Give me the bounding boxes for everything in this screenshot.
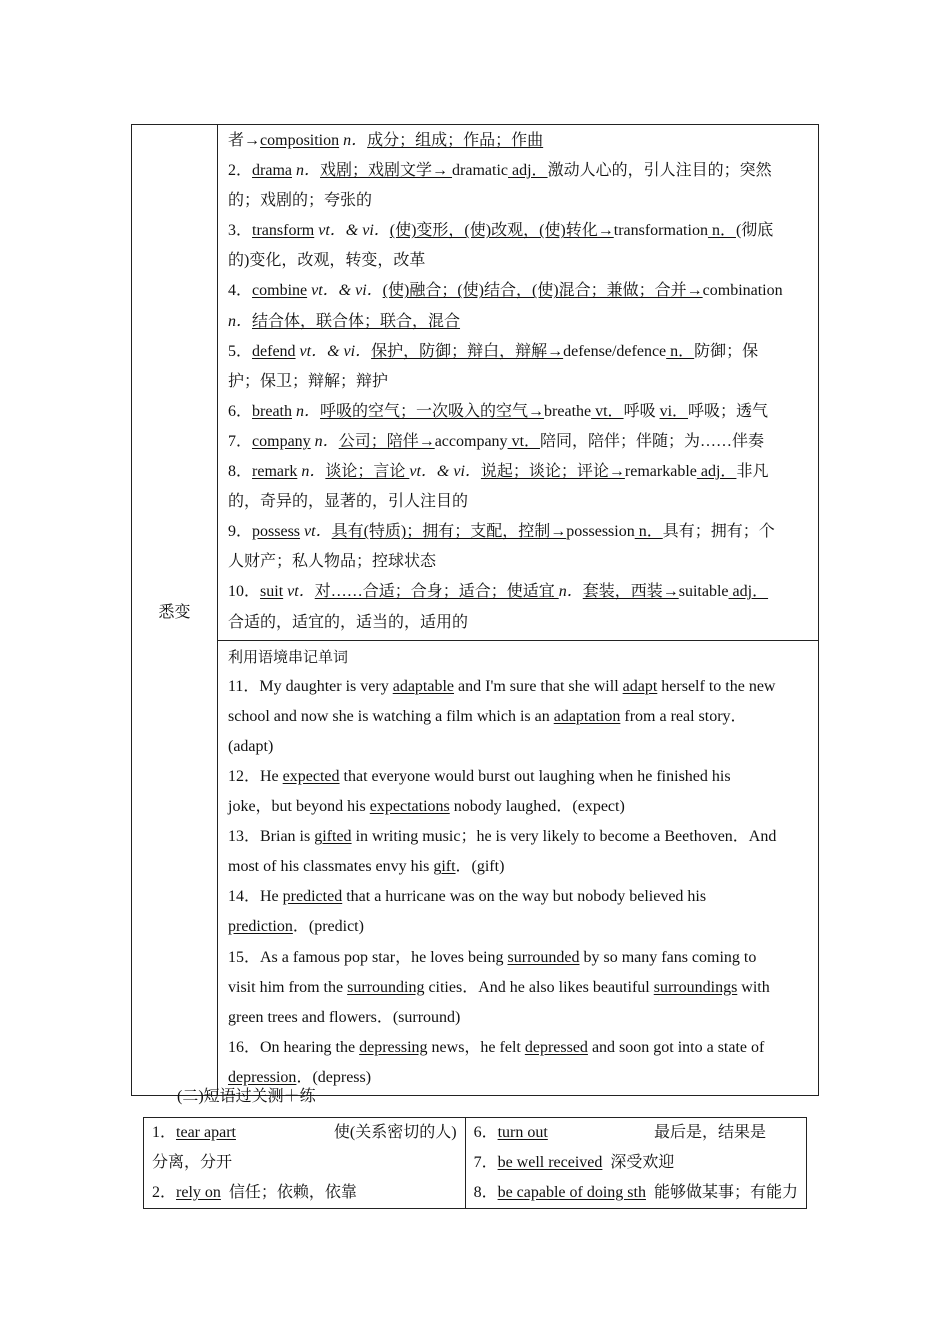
phrase-column-left <box>144 1118 466 1209</box>
text-line <box>228 487 808 517</box>
line-text: 15．As a famous pop star，he loves being <box>228 948 508 966</box>
line-text: 人财产；私人物品；控球状态 <box>228 553 437 571</box>
answer-blank: remark <box>252 463 298 481</box>
line-text: 的，奇异的，显著的，引人注目的 <box>228 493 469 511</box>
answer-blank: composition <box>260 132 340 149</box>
answer-blank: expected <box>282 767 340 785</box>
line-text: vt．& vi． <box>295 342 372 360</box>
answer-blank: prediction <box>228 918 293 936</box>
line-text: most of his classmates envy his <box>228 858 434 876</box>
line-text: ．(gift) <box>455 858 505 876</box>
line-text: 的；戏剧的；夸张的 <box>228 192 373 210</box>
answer-blank: company <box>252 432 311 450</box>
context-heading: 利用语境串记单词 <box>228 647 349 666</box>
line-text: 16．On hearing the <box>228 1038 360 1056</box>
line-text: remarkable <box>624 463 697 481</box>
table-row-context <box>132 640 819 1095</box>
text-line <box>228 186 808 216</box>
line-text: dramatic <box>452 162 508 180</box>
answer-blank: gift <box>433 858 456 876</box>
text-line <box>228 246 808 276</box>
line-text: school and now she is watching a film which is an <box>228 707 554 725</box>
text-line <box>228 216 808 246</box>
text-line <box>228 126 808 156</box>
text-line <box>228 427 808 457</box>
line-text: news，he felt <box>427 1038 525 1056</box>
line-text: n． <box>297 463 326 481</box>
text-line <box>228 702 808 732</box>
section-title: (二)短语过关测＋练 <box>177 1088 316 1105</box>
context-cell <box>218 640 819 1095</box>
answer-blank: n． <box>707 222 736 240</box>
answer-blank: 套装，西装→ <box>582 583 679 601</box>
line-text: (adapt) <box>228 737 274 755</box>
line-text: 的)变化，改观，转变，改革 <box>228 252 426 270</box>
line-text: 10． <box>228 583 261 601</box>
text-line <box>228 672 808 702</box>
list-item: 7．be well received 深受欢迎 <box>473 1154 675 1171</box>
text-line <box>228 547 808 577</box>
answer-blank: predicted <box>282 888 343 906</box>
line-text: possession <box>566 523 635 541</box>
line-text: 者→ <box>228 132 261 149</box>
text-line <box>228 852 808 882</box>
line-text: vt．& vi． <box>307 282 383 300</box>
line-text: vt． <box>300 523 332 541</box>
text-line <box>228 912 808 942</box>
answer-blank: depression <box>228 1068 297 1086</box>
line-text: joke，but beyond his <box>228 798 370 816</box>
answer-blank: adj． <box>508 162 548 180</box>
line-text: from a real story． <box>620 707 747 725</box>
list-item-continuation: 分离，分开 <box>152 1154 233 1171</box>
answer-blank: surrounded <box>507 948 580 966</box>
answer-blank: turn out <box>497 1124 548 1141</box>
answer-blank: depressed <box>524 1038 588 1056</box>
line-text: (彻底 <box>735 222 774 240</box>
line-text: and I'm sure that she will <box>454 677 623 695</box>
phrase-gloss: 最后是，结果是 <box>653 1124 766 1141</box>
line-text: 11．My daughter is very <box>228 677 393 695</box>
line-text: n． <box>228 312 253 330</box>
line-text: transformation <box>613 222 708 240</box>
line-text: nobody laughed．(expect) <box>449 798 625 816</box>
answer-blank: 谈论；言论 <box>325 463 410 481</box>
answer-blank: adaptable <box>392 677 455 695</box>
answer-blank: surrounding <box>347 978 425 996</box>
word-forms-cell <box>218 125 819 641</box>
answer-blank: adj． <box>728 583 769 601</box>
line-text: 护；保卫；辩解；辩护 <box>228 372 389 390</box>
line-text: n． <box>310 432 339 450</box>
answer-blank: transform <box>252 222 315 240</box>
answer-blank: 公司；陪伴→ <box>338 432 435 450</box>
phrase-gloss: 深受欢迎 <box>610 1154 675 1171</box>
phrase-table <box>143 1117 807 1209</box>
line-text: breathe <box>544 402 592 420</box>
text-line <box>228 943 808 973</box>
context-sentences <box>228 672 808 1093</box>
answer-blank: (使)融合；(使)结合，(使)混合；兼做；合并→ <box>382 282 703 300</box>
text-line <box>228 973 808 1003</box>
text-line <box>228 1033 808 1063</box>
line-text: that a hurricane was on the way but nobody believed his <box>342 888 707 906</box>
phrase-gloss: 能够做某事；有能力 <box>653 1184 798 1201</box>
answer-blank: rely on <box>176 1184 221 1201</box>
list-item: 1．tear apart 使(关系密切的人) <box>152 1118 457 1148</box>
list-item: 6．turn out 最后是，结果是 <box>474 1118 798 1148</box>
line-text: n． <box>292 162 321 180</box>
text-line <box>228 367 808 397</box>
line-text: 呼吸；透气 <box>688 402 769 420</box>
line-text: 3． <box>228 222 253 240</box>
answer-blank: surroundings <box>653 978 738 996</box>
answer-blank: drama <box>252 162 292 180</box>
line-text: 14．He <box>228 888 283 906</box>
text-line <box>228 156 808 186</box>
answer-blank: be well received <box>497 1154 603 1171</box>
answer-blank: tear apart <box>176 1124 236 1141</box>
answer-blank: combine <box>252 282 308 300</box>
line-text: herself to the new <box>657 677 776 695</box>
table-row-changes <box>132 125 819 641</box>
text-line <box>228 337 808 367</box>
answer-blank: adj． <box>696 463 737 481</box>
phrase-column-right <box>465 1118 806 1209</box>
text-line <box>228 762 808 792</box>
line-text: visit him from the <box>228 978 348 996</box>
answer-blank: possess <box>252 523 301 541</box>
line-text: that everyone would burst out laughing when he finished his <box>339 767 731 785</box>
text-line <box>228 307 808 337</box>
line-text: n． <box>558 583 583 601</box>
answer-blank: 戏剧；戏剧文学→ <box>320 162 453 180</box>
answer-blank: n． <box>666 342 695 360</box>
answer-blank: n． <box>634 523 663 541</box>
answer-blank: expectations <box>369 798 450 816</box>
word-forms-list <box>228 126 808 638</box>
line-text: vt． <box>283 583 315 601</box>
line-text: 8． <box>228 463 253 481</box>
row-label <box>132 125 218 1096</box>
line-text: 7． <box>228 432 253 450</box>
line-text: 4． <box>228 282 253 300</box>
answer-blank: vt． <box>591 402 624 420</box>
answer-blank: 呼吸的空气；一次吸入的空气→ <box>320 402 545 420</box>
answer-blank: 具有(特质)；拥有；支配，控制→ <box>331 523 567 541</box>
answer-blank: 成分；组成；作品；作曲 <box>367 132 544 149</box>
answer-blank: adaptation <box>553 707 621 725</box>
answer-blank: 结合体，联合体；联合，混合 <box>252 312 461 330</box>
line-text: 呼吸 <box>623 402 660 420</box>
line-text: n． <box>292 402 321 420</box>
text-line <box>228 276 808 306</box>
line-text: vt．& vi． <box>314 222 390 240</box>
line-text: defense/defence <box>563 342 667 360</box>
line-text: ．(predict) <box>292 918 364 936</box>
answer-blank: vt． <box>507 432 541 450</box>
answer-blank: vi． <box>659 402 689 420</box>
answer-blank: defend <box>252 342 296 360</box>
answer-blank: gifted <box>314 828 352 846</box>
list-item: 2．rely on 信任；依赖，依靠 <box>152 1184 357 1201</box>
answer-blank: breath <box>252 402 292 420</box>
text-line <box>228 732 808 762</box>
phrase-gloss: 信任；依赖，依靠 <box>228 1184 357 1201</box>
text-line <box>228 822 808 852</box>
list-item: 8．be capable of doing sth 能够做某事；有能力 <box>473 1184 798 1201</box>
line-text: 5． <box>228 342 253 360</box>
text-line <box>228 1003 808 1033</box>
line-text: ．(depress) <box>296 1068 372 1086</box>
line-text: 防御；保 <box>694 342 759 360</box>
line-text: 激动人心的，引人注目的；突然 <box>547 162 772 180</box>
text-line <box>228 608 808 638</box>
vocabulary-table <box>131 124 819 1096</box>
text-line <box>228 882 808 912</box>
answer-blank: adapt <box>622 677 658 695</box>
line-text: cities．And he also likes beautiful <box>424 978 654 996</box>
line-text: by so many fans coming to <box>579 948 757 966</box>
line-text: 6． <box>228 402 253 420</box>
line-text: 陪同，陪伴；伴随；为……伴奏 <box>540 432 765 450</box>
line-text: 2． <box>228 162 253 180</box>
line-text: 13．Brian is <box>228 828 315 846</box>
row-label-text: 悉变 <box>158 601 191 621</box>
text-line <box>228 577 808 607</box>
line-text: 9． <box>228 523 253 541</box>
line-text: suitable <box>678 583 729 601</box>
line-text: and soon got into a state of <box>587 1038 765 1056</box>
line-text: accompany <box>434 432 508 450</box>
line-text: 合适的，适宜的，适当的，适用的 <box>228 613 469 631</box>
line-text: with <box>737 978 770 996</box>
line-text: n． <box>339 132 368 149</box>
line-text: 12．He <box>228 767 283 785</box>
line-text: combination <box>702 282 783 300</box>
answer-blank: depressing <box>359 1038 428 1056</box>
line-text: vt．& vi． <box>409 463 481 481</box>
line-text: green trees and flowers．(surround) <box>228 1008 461 1026</box>
phrase-gloss: 使(关系密切的人) <box>333 1124 457 1141</box>
text-line <box>228 457 808 487</box>
text-line <box>228 517 808 547</box>
answer-blank: be capable of doing sth <box>497 1184 646 1201</box>
answer-blank: 对……合适；合身；适合；使适宜 <box>314 583 559 601</box>
text-line <box>228 397 808 427</box>
answer-blank: 说起；谈论；评论→ <box>480 463 625 481</box>
line-text: 具有；拥有；个 <box>662 523 775 541</box>
text-line <box>228 792 808 822</box>
line-text: 非凡 <box>736 463 769 481</box>
line-text: in writing music；he is very likely to become a Beethoven．And <box>351 828 777 846</box>
answer-blank: (使)变形，(使)改观，(使)转化→ <box>389 222 614 240</box>
answer-blank: suit <box>260 583 284 601</box>
answer-blank: 保护，防御；辩白，辩解→ <box>371 342 564 360</box>
